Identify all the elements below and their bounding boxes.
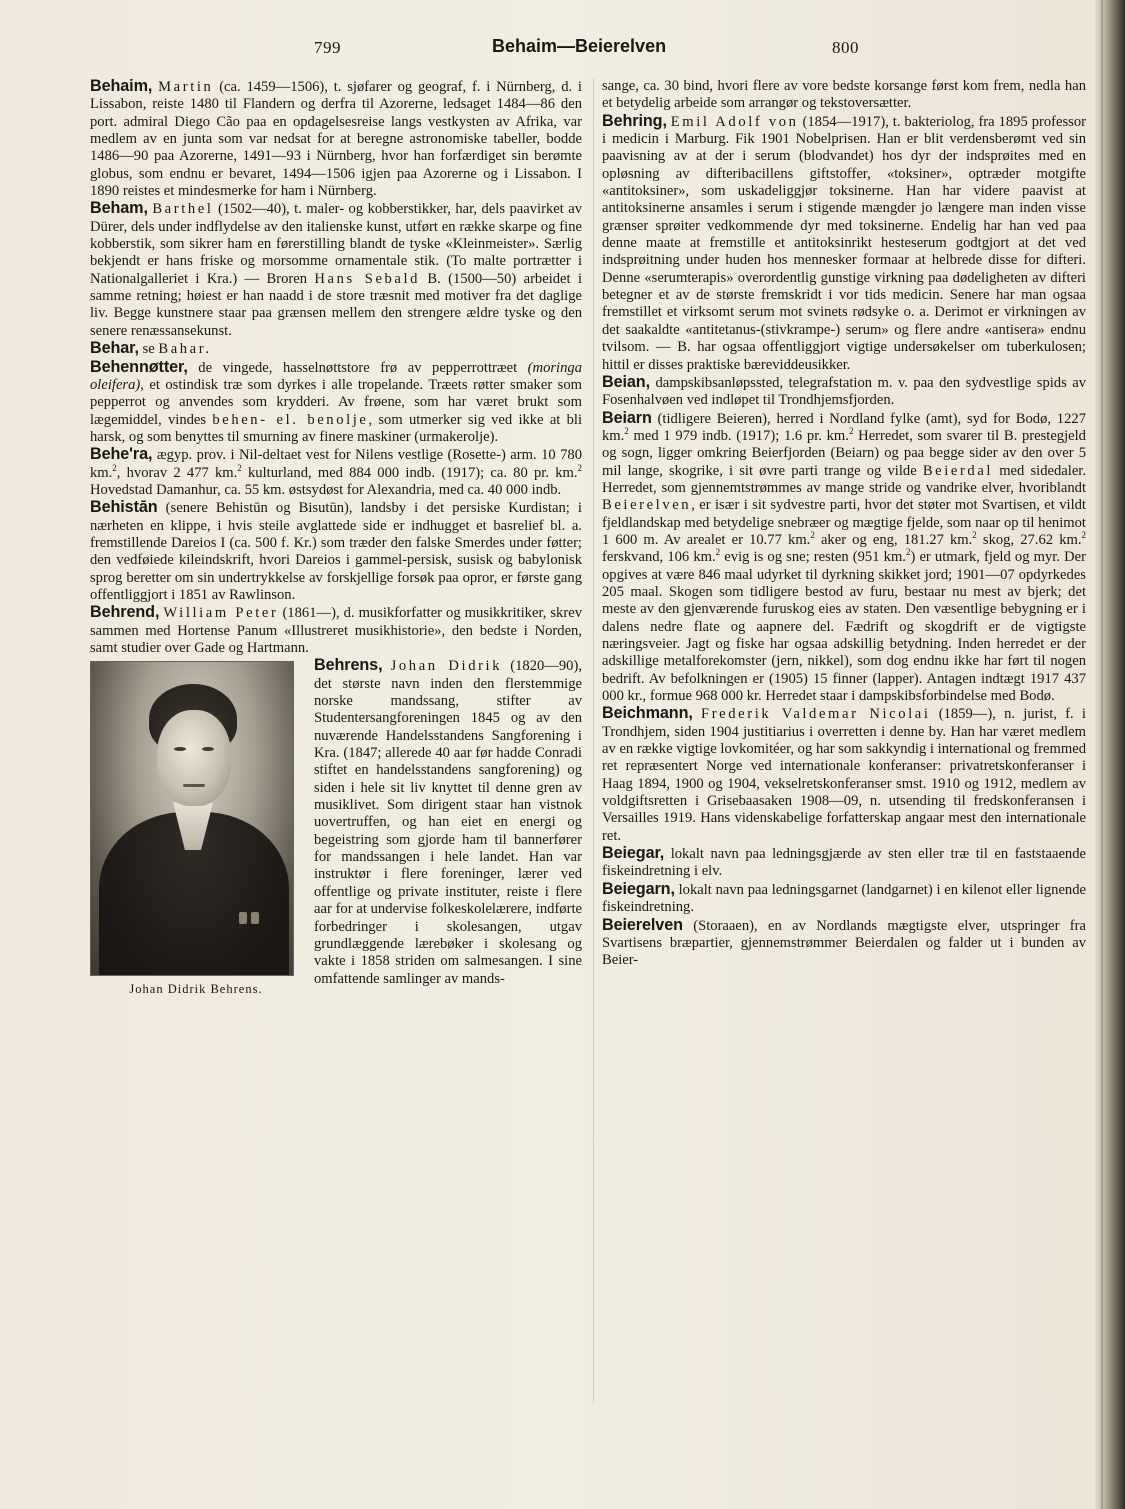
medal-icon [251,912,259,924]
entry-text: Hovedstad Damanhur, ca. 55 km. østsydøst for Alexandria, med ca. 40 000 indb. [90,481,562,498]
superscript: 2 [905,547,911,558]
entry-text: ferskvand, 106 km. [602,549,716,566]
spaced-name: Barthel [152,201,214,218]
entry-continuation: sange, ca. 30 bind, hvori flere av vore bedste korsange først kom frem, nedla han et betydelig arbeide som arrangør og tekstoversætter. [602,78,1086,112]
spaced-name: Emil Adolf von [670,113,799,130]
portrait-photo [90,661,294,976]
entry-beiegarn [602,881,1086,917]
entry-text: B. (1500—50) arbeidet i samme retning; høiest er han naadd i de store træsnit med motiver fra det daglige liv. Begge kunstnere staar paa grænsen mellem den strengere ældre tyske og den senere renæssansekunst. [90,270,583,339]
spaced-name: Beierdal [922,462,994,479]
entry-behennotter [90,359,582,447]
superscript: 2 [237,462,242,473]
running-title: Behaim—Beierelven [492,36,667,56]
entry-text: (1859—), n. jurist, f. i Trondhjem, siden 1904 justitiarius i overretten i denne by. Han har været medlem av en række vigtige lovkomitéer, og har som sakkyndig i international og fremmed ret repræsentert Norge ved internationale konferanser: privatretskonferanser i Haag 1894, 1900 og 1904, vekselretskonferanser smst. 1910 og 1912, medlem av voldgiftsretten i Grisebaasaken 1908—09, n. utsending til fredskonferansen i Versailles 1919. Hans videnskabelige forfatterskap angaar mest den internationale ret. [602,706,1086,844]
entry-text: (1820—90), det største navn inden den flerstemmige norske mandssang, stifter av Studentersangforeningen 1845 og av den nuværende Handelsstandens Sangforening i Kra. (1847; allerede 40 aar før hadde Conradi stiftet en handelsstandens sangforening) og siden i hele sit liv knyttet til denne gren av musiklivet. Som dirigent staar han vistnok uovertruffen, og han eiet en energi og begeistring som gjorde ham til bannerfører for mandssangen i hele landet. Han var instruktør i flere foreninger, lærer ved offentlige og private instituter, reiste i flere aar for at undervise folkeskolelærere, indførte forbedringer i skolesangen, utgav grundlæggende lærebøker i skolesang og vakte i 1858 striden om salmesangen. I sine omfattende samlinger av mands- [314,658,582,987]
entry-behistan [90,499,582,604]
spaced-name: Frederik Valdemar Nicolai [701,706,931,723]
entry-text: se [138,341,159,358]
entry-text: (tidligere Beieren), herred i Nordland fylke (amt), syd for Bodø, 1227 km. [602,410,1086,444]
spaced-name: Johan Didrik [390,658,503,675]
headword: Beham, [90,199,148,218]
entry-text: (Storaaen), en av Nordlands mægtigste elver, utspringer fra Svartisens bræpartier, gjennemstrømmer Beierdalen og falder ut i bunden av Beier- [602,917,1086,969]
entry-beiarn [602,410,1086,706]
entry-behera [90,446,582,499]
entry-text: med sidedaler. Herredet, som gjennemtstrømmes av mange stride og vandrike elver, hvoriblandt [602,462,1086,496]
spaced-name: Hans Sebald [314,270,421,287]
entry-text: de vingede, hasselnøttstore frø av pepperrottræet [187,359,528,376]
entry-text: ) er utmark, fjeld og myr. Der opgives at være 846 maal udyrket til dyrkning skikket jord; 1901—07 opdyrkedes 205 maal. Skogen som tidligere bestod av furu, bestaar nu mest av bjerk; det meste av den gjenværende furuskog eies av staten. Den væsentlige bebygning er i dalens nedre flate og aapnere del. Fædrift og skogdrift er de vigtigste næringsveier. Jagt og fiske har ogsaa adskillig betydning. Inden herredet er der adskillige metalforekomster (jern, nikkel), som dog endnu ikke har ført til nogen bedrift. Av befolkningen er (1905) 15 finner (lapper). Antagen indtægt 1917 437 000 kr., formue 968 000 kr. Herredet staar i dampskibsforbindelse med Bodø. [602,549,1086,705]
spaced-name: Martin [158,79,214,95]
entry-text: Herredet, som svarer til B. prestegjeld og sogn, ligger omkring Beierfjorden (Beiarn) og paa begge sider av den over 5 mil lange, skogrike, i sit øvre parti trange og vilde [602,427,1086,479]
superscript: 2 [112,462,117,473]
superscript: 2 [1081,530,1086,541]
headword: Beierelven [602,915,683,934]
superscript: 2 [848,426,854,437]
headword: Behrens, [314,656,383,675]
headword: Behistān [90,498,158,517]
headword: Behennøtter, [90,357,188,376]
headword: Behaim, [90,77,153,95]
entry-text: , er især i sit sydvestre parti, hvor det støter mot Svartisen, et vildt fjeldlandskap med betydelige snebræer og mægtige fjelde, som naar op til henimot 1 600 m. Av arealet er 10.77 km. [602,497,1086,548]
entry-text: (senere Behistūn og Bisutūn), landsby i det persiske Kurdistan; i nærheten en klippe, i hvis steile avglattede side er indhugget et basrelief bl. a. fremstillende Dareios I (ca. 500 f. Kr.) som træder den falske Smerdes under føtter; den vedføiede kileindskrift, hvori Dareios i gammel-persisk, susisk og babylonisk sprog beretter om sin undertrykkelse av forskjellige forsøk paa opror, er første gang offentliggjort i 1851 av Rawlinson. [90,500,582,603]
headword: Behrend, [90,603,160,622]
entry-text: aker og eng, 181.27 km. [814,531,973,548]
superscript: 2 [972,530,977,541]
entry-text: skog, 27.62 km. [976,531,1082,548]
medal-icon [239,912,247,924]
superscript: 2 [810,530,815,541]
headword: Behe'ra, [90,445,153,464]
entry-text: dampskibsanløpssted, telegrafstation m. v. paa den sydvestlige spids av Fosenhalvøen ved indløpet til Trondhjemsfjorden. [602,374,1086,409]
headword: Behar, [90,339,139,358]
entry-text: (1854—1917), t. bakteriolog, fra 1895 professor i medicin i Marburg. Fik 1901 Nobelprisen. Han er blit verdensberømt ved sin paavisning av at der i serum (blodvandet) hos dyr der indsprøites med en opløsning av difteribacillens giftstoffer, «toksiner», optræder motgifte «antitoksiner», som uskadeliggjør toksinerne. Han har videre paavist at antitoksinerne ansamles i serum i stigende mængder jo længere man inden visse grænser sprøiter vedkommende dyr med toksinerne. Endelig har han ved paa denne maate at fremstille et antitoksinrikt hesteserum godtgjort at det ved indsprøitning under huden hos mennesker formaar at helbrede disse for difteri. Denne «serumterapis» overordentlig gunstige virkning paa dødeligheten av difteri betegner et av de største fremskridt i vor tids medicin. Senere har man ogsaa fremstillet et virksomt serum mot svinets rødsyke o. a. Derimot er virkningen av det saakaldte «antitetanus-(stivkrampe-) serum» og flere andre «antisera» endnu tvilsom. — B. har ogsaa offentliggjort vigtige undersøkelser om tuberkulosen; hittil er disses praktiske bæreviddeusikker. [602,113,1086,373]
entry-text: ægyp. prov. i Nil-deltaet vest for Nilens vestlige (Rosette-) arm. 10 780 km. [90,447,582,481]
entry-beian [602,374,1086,410]
portrait-caption: Johan Didrik Behrens. [129,982,263,997]
spaced-name: William Peter [163,605,279,622]
entry-behrend [90,604,582,657]
headword: Beiegar, [602,844,665,863]
page-number-right: 800 [832,38,859,57]
entry-text: (1502—40), t. maler- og kobberstikker, har, dels paavirket av Dürer, dels under indflydelse av den italienske kunst, utført en række skarpe og fine kobberstik, som sikrer ham en førerstilling blandt de tyske «Kleinmeister». Særlig bekjendt er hans friske og morsomme ornamentale stik. (To malte portrætter i Nationalgalleriet i Kra.) — Broren [90,201,583,287]
superscript: 2 [715,547,721,558]
entry-text: , et ostindisk træ som dyrkes i alle tropelande. Træets røtter smaker som pepperrot og anvendes som krydderi. Av frøene, som har været brukt som lægemiddel, vindes [90,376,582,428]
entry-text: (ca. 1459—1506), t. sjøfarer og geograf, f. i Nürnberg, d. i Lissabon, reiste 1480 til Flandern og derfra til Azorerne, ledsaget 1484—86 den port. admiral Diego Cão paa en opdagelsesreise langs vestkysten av Afrika, var medlem av en junta som var nedsat for at beregne astronomiske tabeller, bodde 1486—90 paa Azorerne, 1491—93 i Nürnberg, hvor han forfærdiget sin berømte globus, som endnu er bevaret, 1494—1506 igjen paa Azorerne og i Lissabon. I 1890 reistes et mindesmerke for ham i Nürnberg. [90,79,582,200]
entry-behring [602,113,1086,374]
portrait-face [157,710,231,806]
entry-text: evig is og sne; resten (951 km. [720,549,906,566]
spaced-name: behen- el. benolje [212,411,369,428]
entry-text: lokalt navn paa ledningsgjærde av sten eller træ til en faststaaende fiskeindretning i elv. [602,846,1086,880]
headword: Beichmann, [602,704,693,723]
entry-beierelven [602,917,1086,970]
entry-behar [90,340,582,358]
headword: Behring, [602,111,667,130]
entry-text: , hvorav 2 477 km. [116,464,238,481]
latin-name: (moringa oleifera) [90,359,582,393]
page-header [0,38,1100,62]
right-column [602,78,1086,970]
entry-behaim [90,78,582,200]
superscript: 2 [624,426,629,437]
entry-text: med 1 979 indb. (1917); 1.6 pr. km. [628,427,849,444]
column-divider [593,78,594,1403]
portrait-mouth [183,784,205,787]
entry-beichmann [602,705,1086,845]
spaced-name: Beierelven [602,497,692,514]
headword: Beiegarn, [602,879,675,898]
page-number-left: 799 [314,38,341,57]
headword: Beian, [602,372,650,391]
entry-text: lokalt navn paa ledningsgarnet (landgarnet) i en kilenot eller lignende fiskeindretning. [602,881,1086,916]
superscript: 2 [577,462,582,473]
portrait-figure [90,661,302,998]
book-spine-edge [1095,0,1125,1509]
entry-beiegar [602,845,1086,881]
entry-beham [90,200,582,340]
entry-text: kulturland, med 884 000 indb. (1917); ca. 80 pr. km. [241,464,578,481]
left-column [90,78,582,999]
headword: Beiarn [602,408,652,427]
entry-text: (1861—), d. musikforfatter og musikkritiker, skrev sammen med Hortense Panum «Illustreret musikhistorie», den bedste i Norden, samt studier over Gade og Hartmann. [90,605,582,656]
entry-text: , som utmerker sig ved ikke at bli harsk, og som benyttes til smurning av finere maskiner (urmakerolje). [90,411,583,445]
spaced-name: Bahar. [158,341,212,358]
